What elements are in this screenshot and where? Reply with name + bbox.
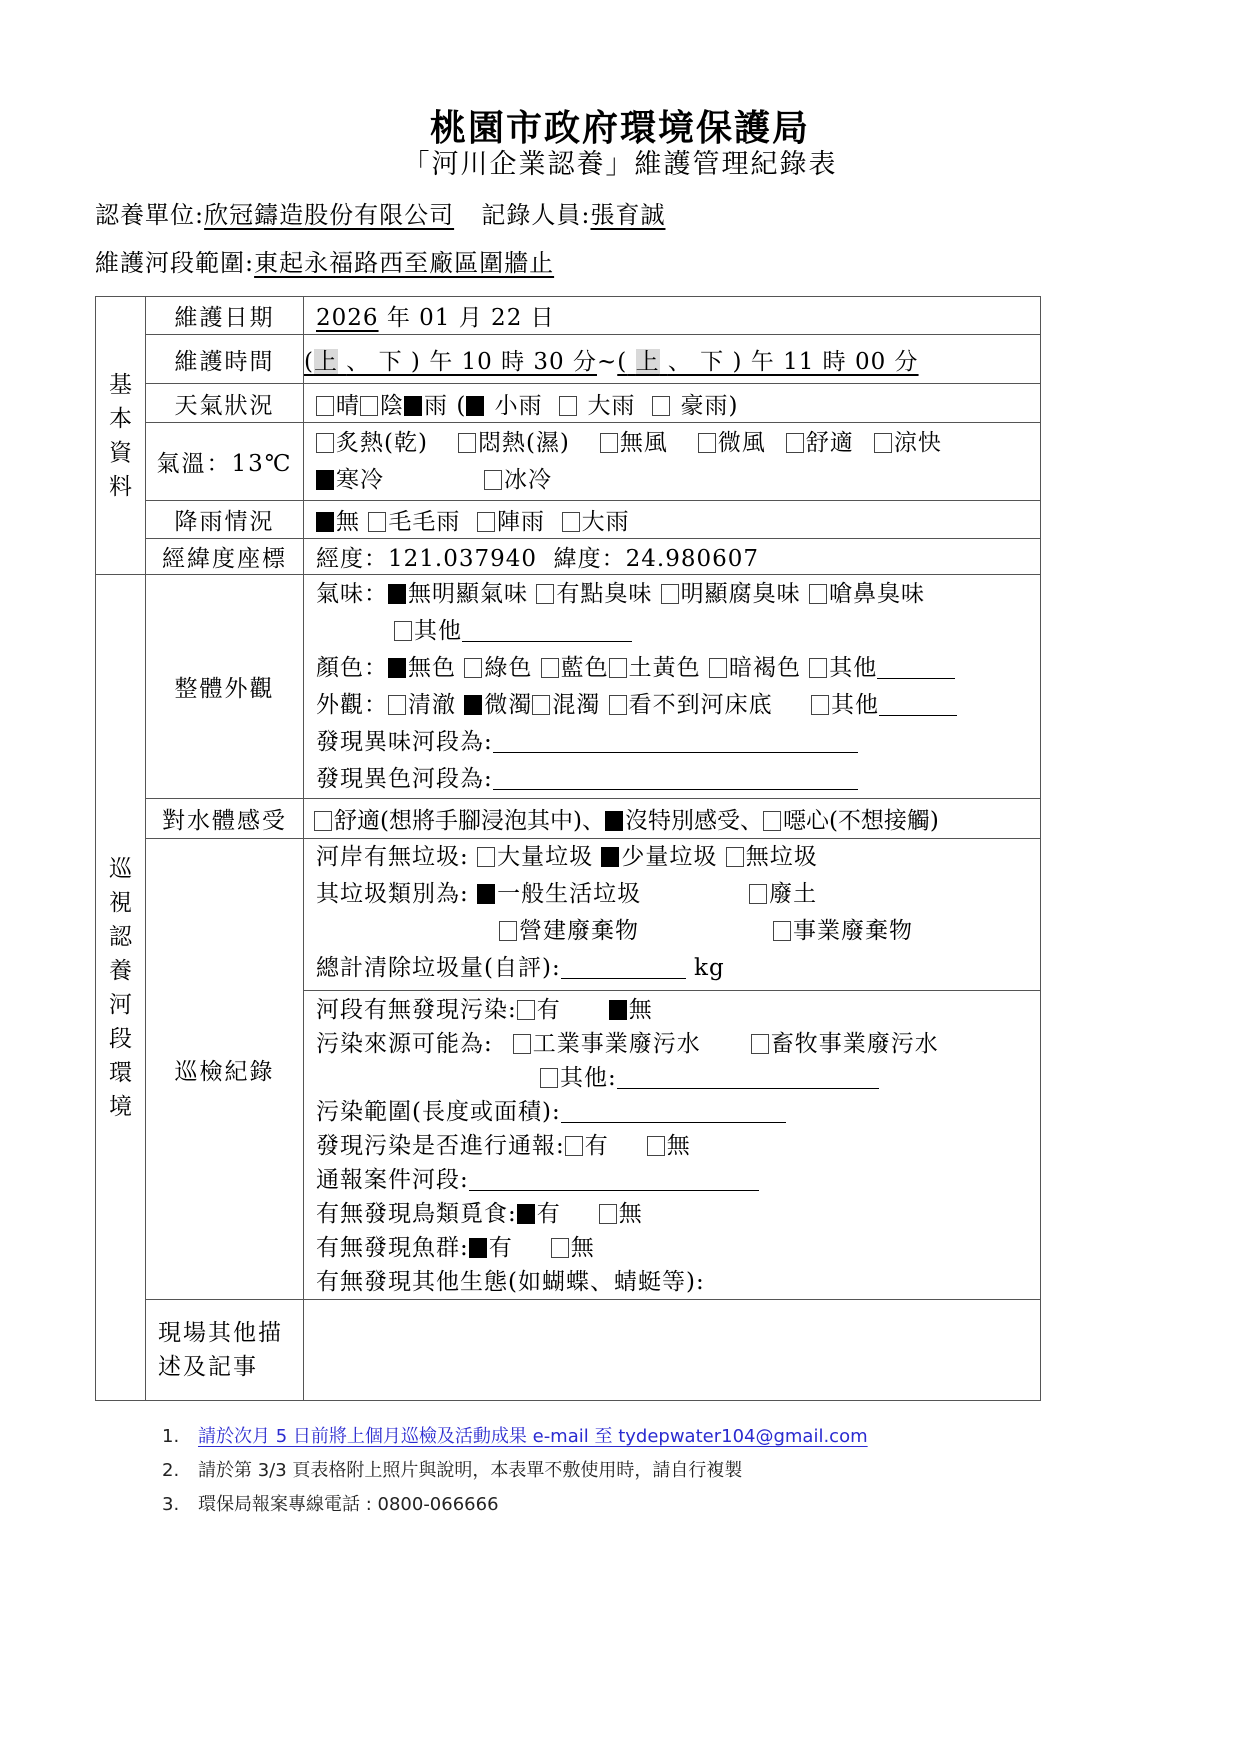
- temp-option[interactable]: 微風: [698, 430, 766, 456]
- temp-option[interactable]: 悶熱(濕): [458, 430, 570, 456]
- checkbox-icon[interactable]: [726, 847, 744, 867]
- checkbox-icon[interactable]: [773, 921, 791, 941]
- date-label: 維護日期: [146, 297, 304, 335]
- odd-color-label: 發現異色河段為:: [316, 765, 493, 792]
- appearance-label: 整體外觀: [146, 575, 304, 799]
- checkbox-icon[interactable]: [536, 584, 554, 604]
- look-option[interactable]: 其他: [811, 692, 879, 718]
- remarks-input[interactable]: [304, 1300, 1041, 1401]
- rain-type-option[interactable]: 豪雨): [652, 393, 738, 419]
- checkbox-icon[interactable]: [484, 470, 502, 490]
- checkbox-checked-icon[interactable]: [466, 396, 484, 416]
- smell-other-input[interactable]: [462, 617, 632, 642]
- time-start-am[interactable]: 上: [313, 348, 338, 375]
- recorder-value[interactable]: 張育誠: [590, 201, 666, 229]
- lng-value[interactable]: 121.037940: [388, 546, 538, 572]
- checkbox-checked-icon[interactable]: [605, 811, 623, 831]
- unit-value[interactable]: 欣冠鑄造股份有限公司: [204, 201, 455, 229]
- birds-option[interactable]: 有: [517, 1201, 561, 1227]
- look-other-input[interactable]: [879, 691, 957, 716]
- temp-option[interactable]: 冰冷: [484, 467, 552, 493]
- trash-type-option[interactable]: 廢土: [749, 881, 817, 907]
- pollution-option[interactable]: 有: [517, 997, 561, 1023]
- checkbox-icon[interactable]: [698, 433, 716, 453]
- fish-option[interactable]: 無: [551, 1235, 595, 1261]
- checkbox-icon[interactable]: [458, 433, 476, 453]
- feeling-option[interactable]: 沒特別感受、: [605, 808, 763, 834]
- checkbox-icon[interactable]: [388, 695, 406, 715]
- checkbox-checked-icon[interactable]: [388, 584, 406, 604]
- color-option[interactable]: 其他: [809, 655, 877, 681]
- trash-type-option[interactable]: 事業廢棄物: [773, 918, 913, 944]
- report-label: 發現污染是否進行通報:: [316, 1133, 565, 1159]
- trash-type-label: 其垃圾類別為:: [316, 881, 469, 907]
- feeling-option[interactable]: 噁心(不想接觸): [763, 808, 939, 834]
- temp-option[interactable]: 涼快: [874, 430, 942, 456]
- checkbox-icon[interactable]: [609, 658, 627, 678]
- rainfall-option[interactable]: 無: [316, 509, 360, 535]
- birds-label: 有無發現鳥類覓食:: [316, 1201, 517, 1227]
- checkbox-checked-icon[interactable]: [316, 512, 334, 532]
- checkbox-icon[interactable]: [749, 884, 767, 904]
- remarks-label-line1: 現場其他描: [158, 1320, 283, 1346]
- time-end[interactable]: ( 上 、 下 ) 午 11 時 00 分: [617, 348, 919, 375]
- source-other-input[interactable]: [617, 1064, 879, 1089]
- checkbox-icon[interactable]: [477, 847, 495, 867]
- trash-label: 河岸有無垃圾:: [316, 844, 469, 870]
- checkbox-icon[interactable]: [874, 433, 892, 453]
- checkbox-icon[interactable]: [368, 512, 386, 532]
- checkbox-checked-icon[interactable]: [316, 470, 334, 490]
- odd-smell-input[interactable]: [493, 728, 858, 753]
- trash-type-option[interactable]: 營建廢棄物: [499, 918, 639, 944]
- temp-option[interactable]: 寒冷: [316, 467, 384, 493]
- checkbox-icon[interactable]: [499, 921, 517, 941]
- source-option[interactable]: 畜牧事業廢污水: [751, 1031, 939, 1057]
- unit-label: 認養單位:: [95, 201, 205, 229]
- checkbox-icon[interactable]: [786, 433, 804, 453]
- note-item: 2. 請於第 3/3 頁表格附上照片與說明，本表單不敷使用時，請自行複製: [162, 1460, 743, 1481]
- meta-line-range: [95, 243, 554, 278]
- feeling-label: 對水體感受: [146, 799, 304, 839]
- checkbox-icon[interactable]: [809, 658, 827, 678]
- temp-option[interactable]: 炙熱(乾): [316, 430, 428, 456]
- checkbox-checked-icon[interactable]: [404, 396, 422, 416]
- checkbox-icon[interactable]: [532, 695, 550, 715]
- temp-option[interactable]: 無風: [600, 430, 668, 456]
- checkbox-icon[interactable]: [562, 512, 580, 532]
- paren-open: (: [456, 392, 467, 419]
- time-field[interactable]: [304, 335, 1041, 384]
- meta-line-unit: [95, 195, 665, 230]
- recorder-label: 記錄人員:: [481, 201, 591, 229]
- coord-label: 經緯度座標: [146, 539, 304, 575]
- date-rest: 年 01 月 22 日: [386, 305, 555, 331]
- lng-label: 經度：: [316, 546, 388, 572]
- checkbox-icon[interactable]: [513, 1034, 531, 1054]
- date-field[interactable]: [304, 297, 1041, 335]
- look-option[interactable]: 清澈: [388, 692, 456, 718]
- smell-option[interactable]: 其他: [394, 618, 462, 644]
- trash-block: [304, 839, 1040, 991]
- color-option[interactable]: 暗褐色: [709, 655, 801, 681]
- pollution-range-input[interactable]: [561, 1098, 786, 1123]
- trash-total-input[interactable]: [561, 954, 686, 979]
- time-tilde: ~: [596, 348, 618, 375]
- trash-type-option[interactable]: 一般生活垃圾: [477, 881, 641, 907]
- rainfall-field: [304, 501, 1041, 539]
- checkbox-icon[interactable]: [360, 396, 378, 416]
- note-item: 1. 請於次月 5 日前將上個月巡檢及活動成果 e-mail 至 tydepwater104@gmail.com: [162, 1426, 868, 1447]
- rainfall-option[interactable]: 大雨: [562, 509, 630, 535]
- record-table: [95, 296, 1041, 1401]
- checkbox-icon[interactable]: [464, 658, 482, 678]
- report-option[interactable]: 無: [647, 1133, 691, 1159]
- temp-field: [304, 423, 1041, 501]
- date-year[interactable]: 2026: [316, 305, 379, 331]
- color-option[interactable]: 無色: [388, 655, 456, 681]
- checkbox-icon[interactable]: [751, 1034, 769, 1054]
- notes-list: [162, 1420, 868, 1522]
- coord-field: [304, 539, 1041, 575]
- color-label: 顏色：: [316, 654, 388, 681]
- birds-option[interactable]: 無: [599, 1201, 643, 1227]
- temp-label: 氣溫：13℃: [146, 423, 304, 501]
- fish-label: 有無發現魚群:: [316, 1235, 469, 1261]
- trash-option[interactable]: 大量垃圾: [477, 844, 593, 870]
- checkbox-icon[interactable]: [599, 1204, 617, 1224]
- rain-type-option[interactable]: 小雨: [466, 393, 542, 419]
- pollution-label: 河段有無發現污染:: [316, 997, 517, 1023]
- checkbox-icon[interactable]: [652, 396, 670, 416]
- time-end-am[interactable]: 上: [635, 348, 660, 375]
- section-patrol: 巡視認養河段環境: [96, 575, 146, 1401]
- checkbox-icon[interactable]: [551, 1238, 569, 1258]
- color-other-input[interactable]: [877, 654, 955, 679]
- time-label: 維護時間: [146, 335, 304, 384]
- page-title: 桃園市政府環境保護局: [429, 107, 810, 149]
- weather-option[interactable]: 晴: [316, 393, 360, 419]
- trash-option[interactable]: 無垃圾: [726, 844, 818, 870]
- report-section-input[interactable]: [469, 1166, 759, 1191]
- patrol-label: 巡檢紀錄: [146, 839, 304, 1300]
- feeling-option[interactable]: 舒適(想將手腳浸泡其中)、: [314, 808, 605, 834]
- checkbox-icon[interactable]: [559, 396, 577, 416]
- checkbox-checked-icon[interactable]: [477, 884, 495, 904]
- odd-smell-label: 發現異味河段為:: [316, 728, 493, 755]
- remarks-label-line2: 述及記事: [158, 1354, 258, 1380]
- form-subtitle: 「河川企業認養」維護管理紀錄表: [402, 149, 838, 180]
- checkbox-checked-icon[interactable]: [469, 1238, 487, 1258]
- lat-label: 緯度：: [553, 546, 626, 572]
- feeling-field: [304, 799, 1041, 839]
- rainfall-label: 降雨情況: [146, 501, 304, 539]
- color-option[interactable]: 藍色: [541, 655, 609, 681]
- checkbox-checked-icon[interactable]: [609, 1000, 627, 1020]
- source-option[interactable]: 其他:: [540, 1065, 617, 1091]
- checkbox-checked-icon[interactable]: [517, 1204, 535, 1224]
- smell-label: 氣味：: [316, 580, 388, 607]
- smell-option[interactable]: 明顯腐臭味: [661, 581, 801, 607]
- checkbox-icon[interactable]: [709, 658, 727, 678]
- weather-option[interactable]: 雨: [404, 393, 448, 419]
- source-option[interactable]: 工業事業廢污水: [513, 1031, 701, 1057]
- range-value[interactable]: 東起永福路西至廠區圍牆止: [254, 249, 555, 277]
- checkbox-icon[interactable]: [565, 1136, 583, 1156]
- checkbox-icon[interactable]: [661, 584, 679, 604]
- email-link[interactable]: 請於次月 5 日前將上個月巡檢及活動成果 e-mail 至 tydepwater104@gmail.com: [198, 1426, 868, 1447]
- checkbox-icon[interactable]: [316, 396, 334, 416]
- report-section-label: 通報案件河段:: [316, 1167, 469, 1193]
- color-option[interactable]: 土黃色: [609, 655, 701, 681]
- note-item: 3. 環保局報案專線電話 : 0800-066666: [162, 1494, 499, 1515]
- other-eco-label: 有無發現其他生態(如蝴蝶、蜻蜓等):: [316, 1269, 705, 1295]
- checkbox-icon[interactable]: [809, 584, 827, 604]
- smell-option[interactable]: 有點臭味: [536, 581, 652, 607]
- look-option[interactable]: 看不到河床底: [609, 692, 773, 718]
- range-label: 維護河段範圍:: [95, 249, 255, 277]
- checkbox-icon[interactable]: [314, 811, 332, 831]
- report-option[interactable]: 有: [565, 1133, 609, 1159]
- pollution-option[interactable]: 無: [609, 997, 653, 1023]
- look-option[interactable]: 微濁: [464, 692, 532, 718]
- checkbox-icon[interactable]: [540, 1068, 558, 1088]
- color-option[interactable]: 綠色: [464, 655, 532, 681]
- rain-type-option[interactable]: 大雨: [559, 393, 635, 419]
- pollution-block: [304, 991, 1040, 1299]
- section-basic: 基本資料: [96, 297, 146, 575]
- look-label: 外觀：: [316, 691, 388, 718]
- range-label: 污染範圍(長度或面積):: [316, 1099, 561, 1125]
- trash-total-unit: kg: [694, 955, 725, 981]
- checkbox-checked-icon[interactable]: [464, 695, 482, 715]
- odd-color-input[interactable]: [493, 765, 858, 790]
- checkbox-icon[interactable]: [647, 1136, 665, 1156]
- smell-option[interactable]: 無明顯氣味: [388, 581, 528, 607]
- weather-field: [304, 384, 1041, 423]
- checkbox-icon[interactable]: [477, 512, 495, 532]
- rainfall-option[interactable]: 陣雨: [477, 509, 545, 535]
- checkbox-icon[interactable]: [811, 695, 829, 715]
- patrol-field: [304, 839, 1041, 1300]
- checkbox-icon[interactable]: [600, 433, 618, 453]
- temp-option[interactable]: 舒適: [786, 430, 854, 456]
- lat-value[interactable]: 24.980607: [625, 546, 760, 572]
- checkbox-icon[interactable]: [609, 695, 627, 715]
- fish-option[interactable]: 有: [469, 1235, 513, 1261]
- checkbox-icon[interactable]: [517, 1000, 535, 1020]
- source-label: 污染來源可能為:: [316, 1031, 493, 1057]
- remarks-label: [146, 1300, 304, 1401]
- look-option[interactable]: 混濁: [532, 692, 600, 718]
- checkbox-checked-icon[interactable]: [601, 847, 619, 867]
- checkbox-icon[interactable]: [394, 621, 412, 641]
- trash-option[interactable]: 少量垃圾: [601, 844, 717, 870]
- weather-option[interactable]: 陰: [360, 393, 404, 419]
- appearance-field: [304, 575, 1041, 799]
- checkbox-checked-icon[interactable]: [388, 658, 406, 678]
- weather-label: 天氣狀況: [146, 384, 304, 423]
- checkbox-icon[interactable]: [541, 658, 559, 678]
- checkbox-icon[interactable]: [316, 433, 334, 453]
- time-start[interactable]: (上 、 下 ) 午 10 時 30 分: [304, 348, 597, 375]
- trash-total-label: 總計清除垃圾量(自評):: [316, 955, 561, 981]
- smell-option[interactable]: 嗆鼻臭味: [809, 581, 925, 607]
- rainfall-option[interactable]: 毛毛雨: [368, 509, 460, 535]
- checkbox-icon[interactable]: [763, 811, 781, 831]
